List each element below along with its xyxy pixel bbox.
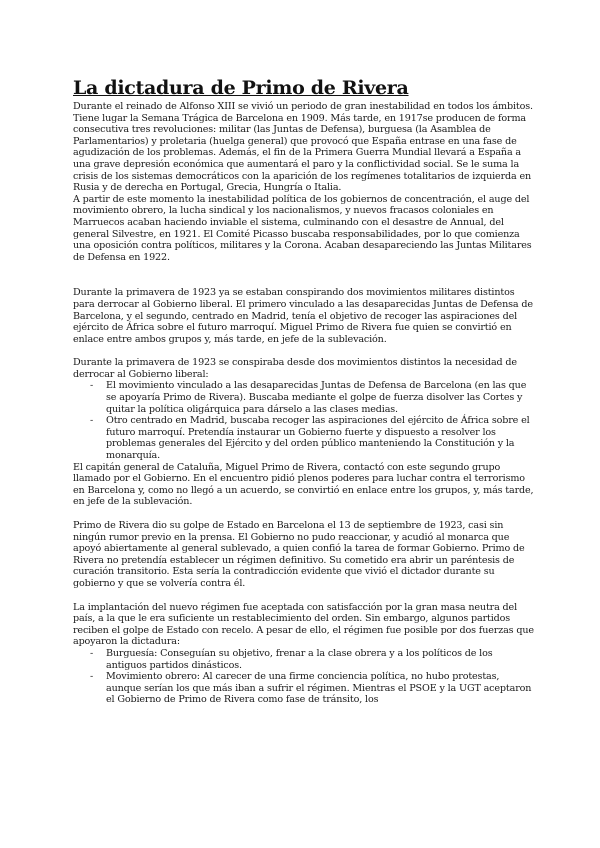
list-item-text: Movimiento obrero: Al carecer de una firme conciencia política, no hubo protestas, aunque serían los que más iban a sufrir el régimen. Mientras el PSOE y la UGT aceptaron el Gobierno de Primo de Rivera como fase de tránsito, los bbox=[106, 671, 532, 706]
spacer bbox=[73, 508, 535, 520]
list-item bbox=[73, 648, 535, 671]
captain-paragraph: El capitán general de Cataluña, Miguel Primo de Rivera, contactó con este segundo grupo llamado por el Gobierno. En el encuentro pidió plenos poderes para luchar contra el terrorismo en Barcelona y, como no llegó a un acuerdo, se convirtió en enlace entre los grupos, y, más tarde, en jefe de la sublevación. bbox=[73, 461, 534, 508]
coup-paragraph: Primo de Rivera dio su golpe de Estado en Barcelona el 13 de septiembre de 1923, casi sin ningún rumor previo en la prensa. El Gobierno no pudo reaccionar, y acudió al monarca que apoyó abiertamente al general sublevado, a quien confió la tarea de formar Gobierno. Primo de Rivera no pretendía establecer un régimen definitivo. Su cometido era abrir un paréntesis de curación transitorio. Esta sería la contradicción evidente que vivió el dictador durante su gobierno y que se volvería contra él. bbox=[73, 520, 525, 589]
list-item bbox=[73, 380, 535, 415]
spacer bbox=[73, 590, 535, 602]
intro-paragraph-1: Durante el reinado de Alfonso XIII se vivió un periodo de gran inestabilidad en todos los ámbitos. Tiene lugar la Semana Trágica de Barcelona en 1909. Más tarde, en 1917se producen de forma consecutiva tres revoluciones: militar (las Juntas de Defensa), burguesa (la Asamblea de Parlamentarios) y proletaria (huelga general) que provocó que España entrase en una fase de agudización de los problemas. Además, el fin de la Primera Guerra Mundial llevará a España a una grave depresión económica que aumentará el paro y la conflictividad social. Se le suma la crisis de los sistemas democráticos con la aparición de los regímenes totalitarios de izquierda en Rusia y de derecha en Portugal, Grecia, Hungría o Italia. bbox=[73, 101, 533, 194]
conspiracy-paragraph: Durante la primavera de 1923 ya se estaban conspirando dos movimientos militares distintos para derrocar al Gobierno liberal. El primero vinculado a las desaparecidas Juntas de Defensa de Barcelona, y el segundo, centrado en Madrid, tenía el objetivo de recoger las aspiraciones del ejército de África sobre el futuro marroquí. Miguel Primo de Rivera fue quien se convirtió en enlace entre ambos grupos y, más tarde, en jefe de la sublevación. bbox=[73, 287, 533, 345]
support-list bbox=[73, 648, 535, 706]
dash-bullet: - bbox=[90, 647, 94, 659]
list-item bbox=[73, 415, 535, 461]
document-title: La dictadura de Primo de Rivera bbox=[73, 77, 409, 99]
list-item-text: Burguesía: Conseguían su objetivo, frenar a la clase obrera y a los políticos de los antiguos partidos dinásticos. bbox=[106, 647, 493, 671]
regime-paragraph: La implantación del nuevo régimen fue aceptada con satisfacción por la gran masa neutra del país, a la que le era suficiente un restablecimiento del orden. Sin embargo, algunos partidos reciben el golpe de Estado con recelo. A pesar de ello, el régimen fue posible por dos fuerzas que apoyaron la dictadura: bbox=[73, 601, 534, 648]
intro-paragraph-2: A partir de este momento la inestabilidad política de los gobiernos de concentración, el auge del movimiento obrero, la lucha sindical y los nacionalismos, y nuevos fracasos coloniales en Marruecos acaban haciendo inviable el sistema, culminando con el desastre de Annual, del general Silvestre, en 1921. El Comité Picasso buscaba responsabilidades, por lo que comienza una oposición contra políticos, militares y la Corona. Acaban desapareciendo las Juntas Militares de Defensa en 1922. bbox=[73, 193, 532, 263]
list-item-text: El movimiento vinculado a las desaparecidas Juntas de Defensa de Barcelona (en las que se apoyaría Primo de Rivera). Buscaba mediante el golpe de fuerza disolver las Cortes y quitar la política oligárquica para dárselo a las clases medias. bbox=[106, 380, 527, 415]
dash-bullet: - bbox=[90, 380, 94, 392]
spacer bbox=[73, 345, 535, 357]
document-body bbox=[73, 78, 535, 706]
spacer bbox=[73, 263, 535, 287]
list-item-text: Otro centrado en Madrid, buscaba recoger las aspiraciones del ejército de África sobre el futuro marroquí. Pretendía instaurar un Gobierno fuerte y dispuesto a resolver los problemas generales del Ejército y del orden público manteniendo la Constitución y la monarquía. bbox=[106, 415, 530, 462]
dash-bullet: - bbox=[90, 671, 94, 683]
list-item bbox=[73, 671, 535, 706]
movements-intro-paragraph: Durante la primavera de 1923 se conspiraba desde dos movimientos distintos la necesidad de derrocar al Gobierno liberal: bbox=[73, 357, 517, 380]
dash-bullet: - bbox=[90, 415, 94, 427]
movements-list bbox=[73, 380, 535, 461]
